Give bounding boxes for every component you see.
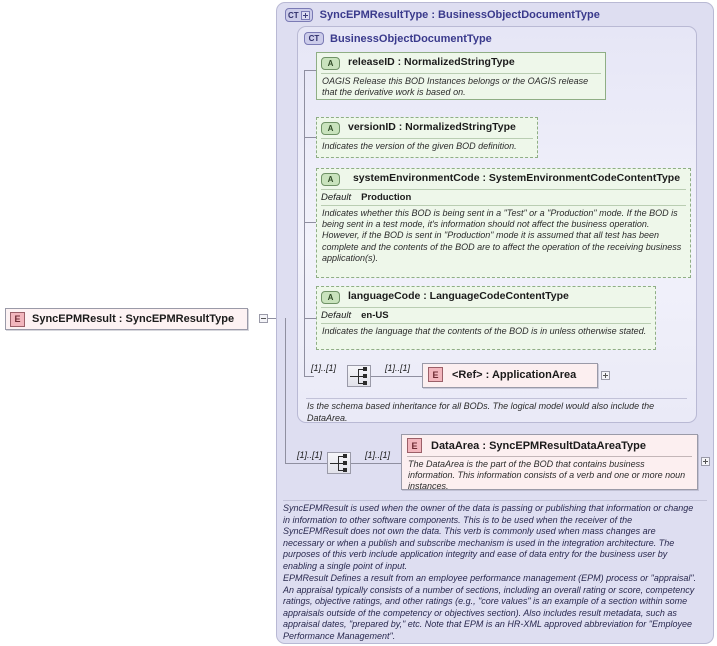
base-type-title: BusinessObjectDocumentType xyxy=(330,32,492,45)
connector-attr-versionid xyxy=(304,137,316,138)
element-name: <Ref> : ApplicationArea xyxy=(452,368,577,381)
attribute-icon: A xyxy=(321,291,340,304)
attribute-name-row xyxy=(317,287,655,307)
default-label: Default xyxy=(321,192,352,203)
element-icon: E xyxy=(10,312,25,327)
element-box-dataarea[interactable] xyxy=(401,434,698,490)
plus-icon[interactable] xyxy=(301,11,310,20)
element-icon: E xyxy=(407,438,422,453)
base-type-inheritance-note: Is the schema based inheritance for all BODs. The logical model would also include the DataArea. xyxy=(307,401,655,423)
attribute-default-row xyxy=(317,308,655,323)
sequence-icon[interactable] xyxy=(327,452,351,474)
connector-seq-2-out xyxy=(351,463,401,464)
outer-spine xyxy=(285,318,286,463)
complex-type-title: SyncEPMResultType : BusinessObjectDocumentType xyxy=(319,9,600,21)
attribute-name-row xyxy=(317,169,690,189)
element-box-applicationarea[interactable] xyxy=(422,363,598,388)
connector-attr-releaseid xyxy=(304,70,316,71)
root-element-label: SyncEPMResult : SyncEPMResultType xyxy=(32,313,235,325)
attribute-documentation: Indicates the version of the given BOD definition. xyxy=(322,141,517,151)
attribute-name: languageCode : LanguageCodeContentType xyxy=(348,290,569,302)
connector-attr-systemenvironmentcode xyxy=(304,222,316,223)
default-label: Default xyxy=(321,310,352,321)
attribute-icon: A xyxy=(321,122,340,135)
connector-seq-1-out xyxy=(371,376,423,377)
attribute-name-row xyxy=(317,53,605,73)
attribute-icon: A xyxy=(321,173,340,186)
cardinality-left-1: [1]..[1] xyxy=(311,363,337,373)
attribute-box-releaseid[interactable] xyxy=(316,52,606,100)
complextype-icon: CT xyxy=(304,32,324,45)
type-documentation-2: EPMResult Defines a result from an employee performance management (EPM) process or "appraisal". An appraisal typically consists of a number of sections, including an overall rating or score, competency ratings, objective ratings, and other ratings (e.g., "core values" is an example of a section within some appraisals outside of the competency or objectives section). Also includes result metadata, such as appraisal dates, "prepared by," etc. Note that EPM is an HR-XML approved abbreviation for "Employee Performance Management". xyxy=(283,573,697,641)
divider xyxy=(306,398,687,399)
attribute-default-row xyxy=(317,190,690,205)
root-element-expander[interactable] xyxy=(259,314,268,323)
cardinality-right-1: [1]..[1] xyxy=(385,363,411,373)
default-value: en-US xyxy=(361,310,389,321)
cardinality-left-2: [1]..[1] xyxy=(297,450,323,460)
attribute-name-row xyxy=(317,118,537,138)
complextype-icon xyxy=(285,8,313,22)
root-element-box[interactable] xyxy=(5,308,248,330)
connector-attr-languagecode xyxy=(304,318,316,319)
element-expander-dataarea[interactable] xyxy=(701,457,710,466)
cardinality-right-2: [1]..[1] xyxy=(365,450,391,460)
complex-type-header xyxy=(285,8,600,22)
attribute-spine xyxy=(304,70,305,376)
attribute-box-versionid[interactable] xyxy=(316,117,538,158)
connector-seq-2-in xyxy=(285,463,327,464)
divider xyxy=(283,500,707,501)
element-icon: E xyxy=(428,367,443,382)
attribute-name: versionID : NormalizedStringType xyxy=(348,121,516,133)
element-name: DataArea : SyncEPMResultDataAreaType xyxy=(431,439,646,452)
default-value: Production xyxy=(361,192,412,203)
type-documentation-1: SyncEPMResult is used when the owner of the data is passing or publishing that information or change in information to other software components. This is to be used when the receiver of the SyncEPMResult does not own the data. This verb is commonly used when mass changes are necessary or when a publish and subscribe mechanism is used in the integration architecture. The purposes of this verb include application integrity and ease of data entry for the business user by enabling a single point of input. xyxy=(283,503,694,571)
element-name-row xyxy=(402,435,697,456)
attribute-name: releaseID : NormalizedStringType xyxy=(348,56,515,68)
base-type-header xyxy=(304,32,492,45)
attribute-box-systemenvironmentcode[interactable] xyxy=(316,168,691,278)
attribute-documentation: Indicates whether this BOD is being sent in a "Test" or a "Production" mode. If the BOD is being sent in a test mode, it's information should not affect the business operation. However, if the BOD is sent in "Production" mode it is assumed that all test has been complete and the contents of the BOD are to affect the operation of the receiving business application(s). xyxy=(322,208,682,263)
attribute-documentation: Indicates the language that the contents of the BOD is in unless otherwise stated. xyxy=(322,326,647,336)
element-expander-applicationarea[interactable] xyxy=(601,371,610,380)
attribute-documentation: OAGIS Release this BOD Instances belongs or the OAGIS release that the derivative work is based on. xyxy=(322,76,589,98)
element-documentation: The DataArea is the part of the BOD that contains business information. This information consists of a verb and one or more noun instances. xyxy=(408,459,686,492)
attribute-name: systemEnvironmentCode : SystemEnvironmentCodeContentType xyxy=(352,172,681,184)
connector-seq-1-in xyxy=(304,376,314,377)
element-name-row xyxy=(423,364,597,385)
attribute-icon: A xyxy=(321,57,340,70)
attribute-box-languagecode[interactable] xyxy=(316,286,656,350)
complextype-badge-text: CT xyxy=(288,10,299,20)
sequence-icon[interactable] xyxy=(347,365,371,387)
